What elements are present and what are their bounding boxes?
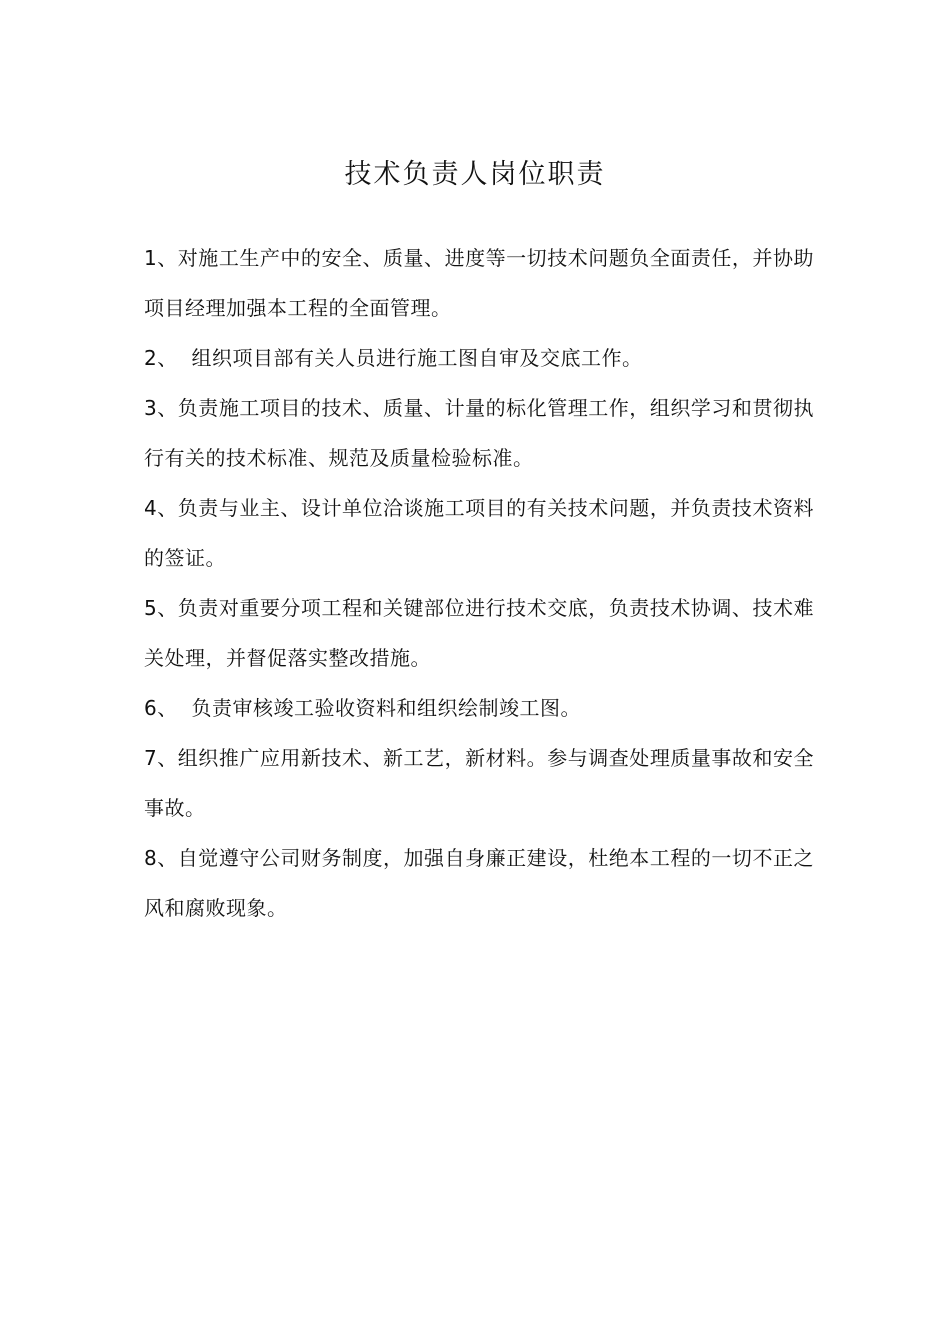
page-title: 技术负责人岗位职责 (344, 159, 606, 190)
duty-item-7: 7、组织推广应用新技术、新工艺，新材料。参与调查处理质量事故和安全事故。 (144, 746, 814, 820)
duty-item-5: 5、负责对重要分项工程和关键部位进行技术交底，负责技术协调、技术难关处理，并督促落实整改措施。 (144, 596, 814, 670)
duty-list (144, 233, 814, 933)
duty-item-2: 2、 组织项目部有关人员进行施工图自审及交底工作。 (144, 346, 643, 370)
duty-item-3: 3、负责施工项目的技术、质量、计量的标化管理工作，组织学习和贯彻执行有关的技术标准、规范及质量检验标准。 (144, 396, 814, 470)
duty-item-4: 4、负责与业主、设计单位洽谈施工项目的有关技术问题，并负责技术资料的签证。 (144, 496, 814, 570)
duty-item-6: 6、 负责审核竣工验收资料和组织绘制竣工图。 (144, 696, 581, 720)
duty-item-8: 8、自觉遵守公司财务制度，加强自身廉正建设，杜绝本工程的一切不正之风和腐败现象。 (144, 846, 814, 920)
duty-item-1: 1、对施工生产中的安全、质量、进度等一切技术问题负全面责任，并协助项目经理加强本工程的全面管理。 (144, 246, 814, 320)
